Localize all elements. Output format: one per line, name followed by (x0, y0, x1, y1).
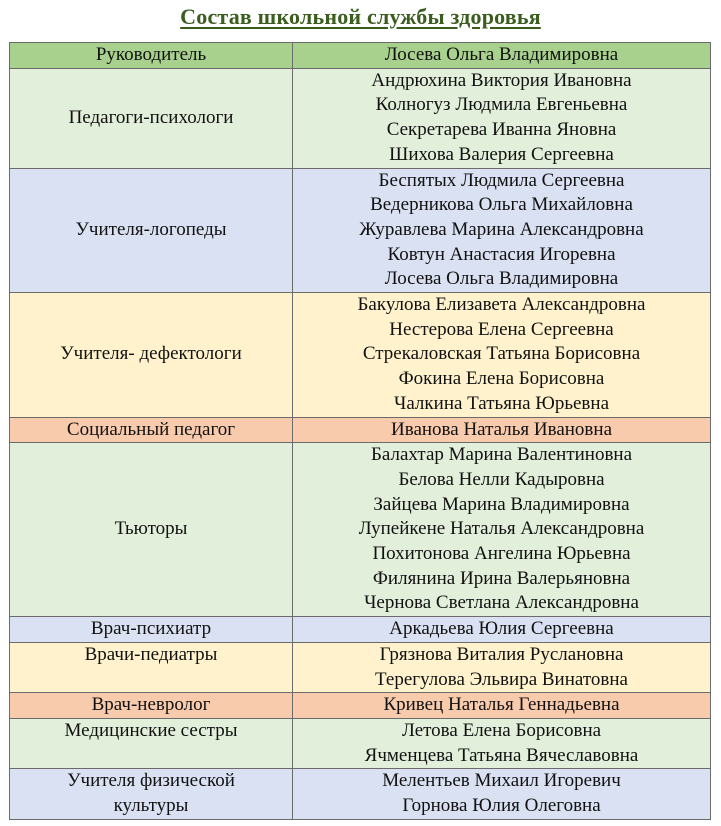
table-row (10, 443, 711, 617)
table-row (10, 718, 711, 768)
role-cell (10, 769, 293, 819)
role-cell: Учителя- дефектологи (10, 293, 293, 418)
person-name: Терегулова Эльвира Винатовна (375, 668, 628, 690)
table-row (10, 168, 711, 293)
person-name: Лупейкене Наталья Александровна (358, 518, 645, 540)
person-name: Ковтун Анастасия Игоревна (387, 243, 616, 265)
header-row (10, 43, 711, 69)
person-name: Кривец Наталья Геннадьевна (383, 694, 620, 716)
person-name: Ячменцева Татьяна Вячеславовна (364, 744, 639, 766)
person-name: Беспятых Людмила Сергеевна (378, 169, 625, 191)
role-cell: Учителя-логопеды (10, 168, 293, 293)
names-cell (293, 293, 711, 418)
person-name: Аркадьева Юлия Сергеевна (389, 618, 614, 640)
page-title: Состав школьной службы здоровья (180, 4, 541, 29)
table-row (10, 617, 711, 643)
table-row (10, 417, 711, 443)
role-cell: Врачи-педиатры (10, 642, 293, 692)
table-row (10, 769, 711, 819)
person-name: Зайцева Марина Владимировна (373, 493, 630, 515)
table-row (10, 68, 711, 168)
names-cell (293, 769, 711, 819)
person-name: Балахтар Марина Валентиновна (370, 444, 633, 466)
person-name: Чернова Светлана Александровна (364, 592, 639, 614)
role-cell: Медицинские сестры (10, 718, 293, 768)
names-cell (293, 417, 711, 443)
role-cell: Врач-психиатр (10, 617, 293, 643)
person-name: Летова Елена Борисовна (401, 719, 602, 741)
person-name: Секретарева Иванна Яновна (386, 119, 617, 141)
person-name: Фокина Елена Борисовна (398, 368, 605, 390)
role-line: культуры (113, 795, 189, 817)
table-row (10, 293, 711, 418)
names-cell (293, 718, 711, 768)
table-row (10, 642, 711, 692)
person-name: Белова Нелли Кадыровна (398, 468, 605, 490)
person-name: Мелентьев Михаил Игоревич (382, 770, 621, 792)
person-name: Чалкина Татьяна Юрьевна (393, 392, 609, 414)
person-name: Похитонова Ангелина Юрьевна (372, 543, 631, 565)
person-name: Горнова Юлия Олеговна (402, 795, 601, 817)
person-name: Лосева Ольга Владимировна (384, 268, 619, 290)
names-cell (293, 642, 711, 692)
names-cell (293, 617, 711, 643)
person-name: Стрекаловская Татьяна Борисовна (362, 343, 641, 365)
role-cell: Тьюторы (10, 443, 293, 617)
person-name: Журавлева Марина Александровна (359, 218, 644, 240)
role-line: Учителя физической (67, 770, 235, 792)
person-name: Бакулова Елизавета Александровна (357, 294, 646, 316)
name-cell: Лосева Ольга Владимировна (293, 43, 711, 69)
names-cell (293, 693, 711, 719)
role-cell: Педагоги-психологи (10, 68, 293, 168)
role-cell: Врач-невролог (10, 693, 293, 719)
person-name: Шихова Валерия Сергеевна (389, 143, 614, 165)
names-cell (293, 443, 711, 617)
person-name: Ведерникова Ольга Михайловна (370, 194, 633, 216)
role-cell: Социальный педагог (10, 417, 293, 443)
names-cell (293, 168, 711, 293)
person-name: Андрюхина Виктория Ивановна (371, 69, 632, 91)
role-cell: Руководитель (10, 43, 293, 69)
person-name: Нестерова Елена Сергеевна (389, 318, 614, 340)
person-name: Грязнова Виталия Руслановна (379, 643, 624, 665)
health-service-table (9, 42, 711, 820)
person-name: Иванова Наталья Ивановна (391, 418, 612, 440)
person-name: Филянина Ирина Валерьяновна (372, 567, 631, 589)
table-row (10, 693, 711, 719)
names-cell (293, 68, 711, 168)
person-name: Колногуз Людмила Евгеньевна (375, 94, 628, 116)
